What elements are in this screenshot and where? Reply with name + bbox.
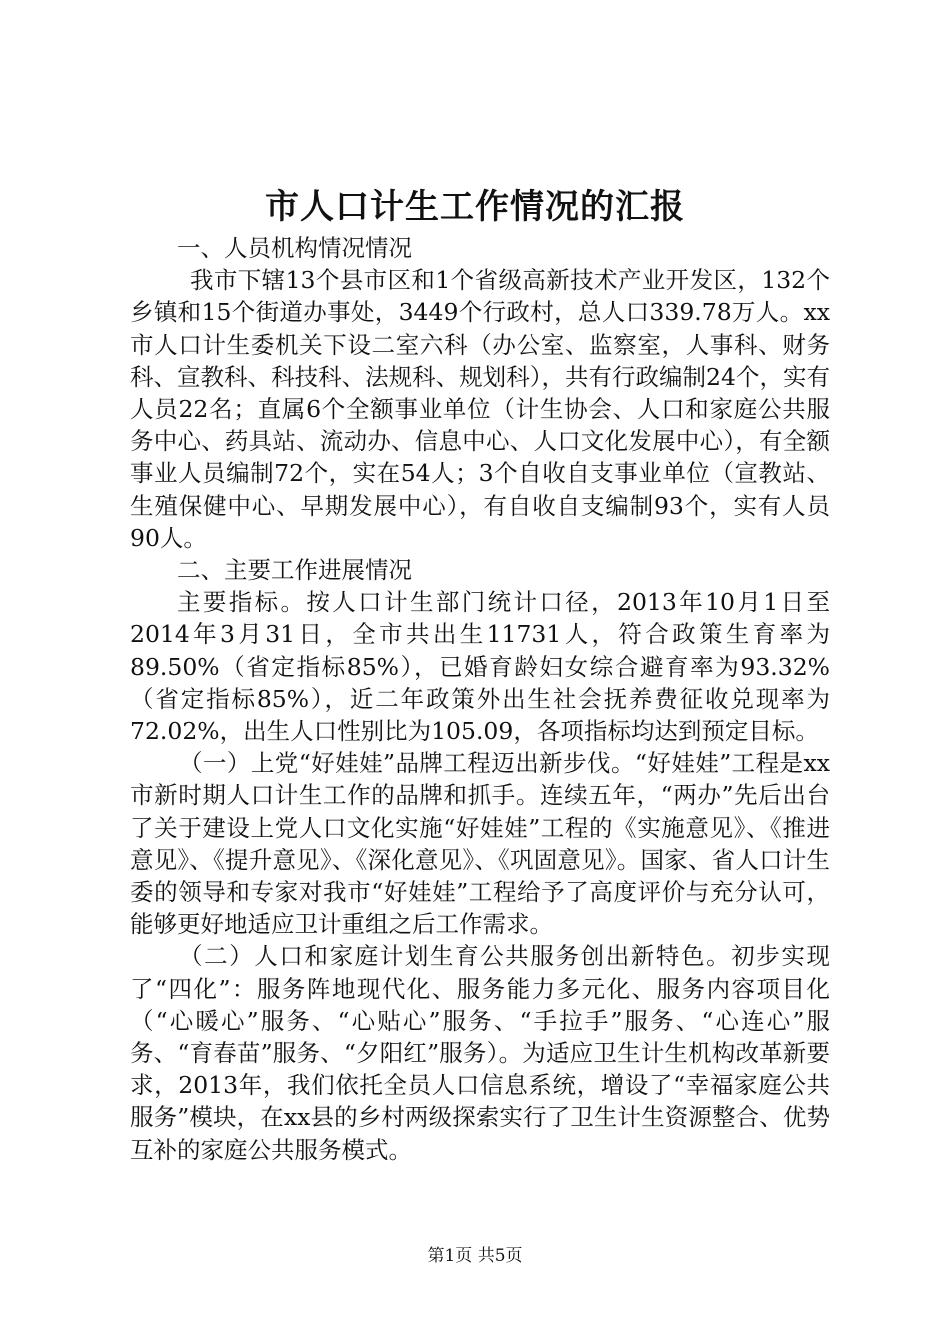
document-title: 市人口计生工作情况的汇报 xyxy=(265,187,685,227)
section-heading-progress: 二、主要工作进展情况 xyxy=(177,556,412,585)
document-body xyxy=(130,232,830,1166)
paragraph-item-two: （二）人口和家庭计划生育公共服务创出新特色。初步实现了“四化”：服务阵地现代化、服务能力多元化、服务内容项目化（“心暖心”服务、“心贴心”服务、“手拉手”服务、“心连心”服务、“育春苗”服务、“夕阳红”服务）。为适应卫生计生机构改革新要求，2013年，我们依托全员人口信息系统，增设了“幸福家庭公共服务”模块，在xx县的乡村两级探索实行了卫生计生资源整合、优势互补的家庭公共服务模式。 xyxy=(130,942,830,1164)
section-heading-personnel: 一、人员机构情况情况 xyxy=(177,234,412,262)
paragraph-item-one: （一）上党“好娃娃”品牌工程迈出新步伐。“好娃娃”工程是xx市新时期人口计生工作的品牌和抓手。连续五年，“两办”先后出台了关于建设上党人口文化实施“好娃娃”工程的《实施意见》、《推进意见》、《提升意见》、《深化意见》、《巩固意见》。国家、省人口计生委的领导和专家对我市“好娃娃”工程给予了高度评价与充分认可，能够更好地适应卫计重组之后工作需求。 xyxy=(130,749,830,939)
paragraph-personnel: 我市下辖13个县市区和1个省级高新技术产业开发区，132个乡镇和15个街道办事处，3449个行政村，总人口339.78万人。xx市人口计生委机关下设二室六科（办公室、监察室，人事科、财务科、宣教科、科技科、法规科、规划科），共有行政编制24个，实有人员22名；直属6个全额事业单位（计生协会、人口和家庭公共服务中心、药具站、流动办、信息中心、人口文化发展中心），有全额事业人员编制72个，实在54人；3个自收自支事业单位（宣教站、生殖保健中心、早期发展中心），有自收自支编制93个，实有人员90人。 xyxy=(130,266,830,552)
paragraph-main-indicators: 主要指标。按人口计生部门统计口径，2013年10月1日至2014年3月31日，全市共出生11731人，符合政策生育率为89.50%（省定指标85%），已婚育龄妇女综合避育率为93.32%（省定指标85%），近二年政策外出生社会抚养费征收兑现率为72.02%，出生人口性别比为105.09，各项指标均达到预定目标。 xyxy=(130,588,830,746)
page-number-footer: 第1页 共5页 xyxy=(427,1246,523,1266)
